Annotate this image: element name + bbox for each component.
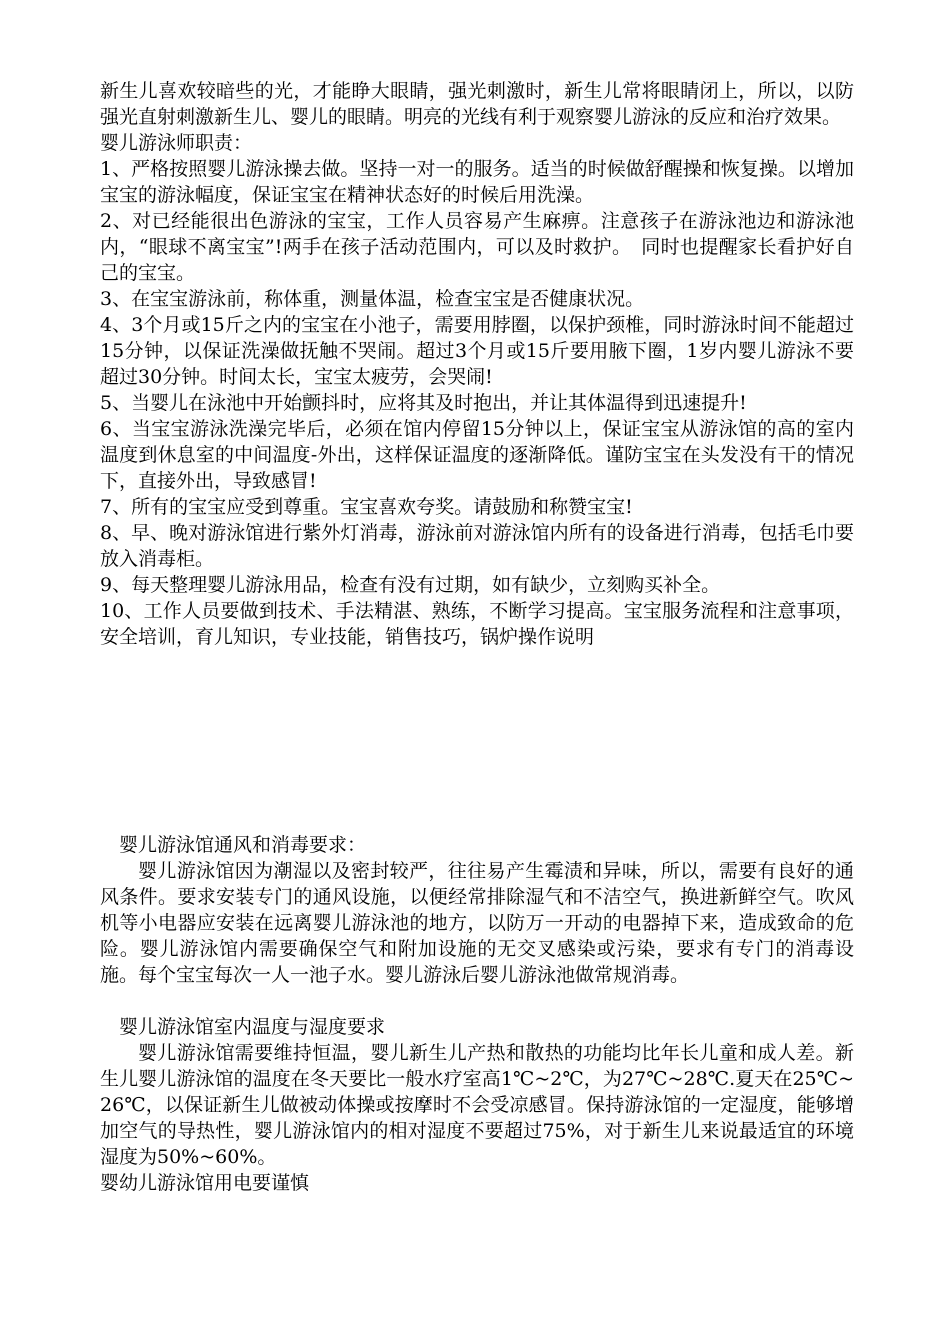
duty-item-2: 2、对已经能很出色游泳的宝宝，工作人员容易产生麻痹。注意孩子在游泳池边和游泳池内，“眼球不离宝宝”!两手在孩子活动范围内，可以及时救护。 同时也提醒家长看护好自己的宝宝。 <box>100 210 854 284</box>
intro-paragraph: 新生儿喜欢较暗些的光，才能睁大眼睛，强光刺激时，新生儿常将眼睛闭上，所以，以防强光直射刺激新生儿、婴儿的眼睛。明亮的光线有利于观察婴儿游泳的反应和治疗效果。 <box>100 80 854 128</box>
electric-heading: 婴幼儿游泳馆用电要谨慎 <box>100 1172 310 1194</box>
temperature-heading: 婴儿游泳馆室内温度与湿度要求 <box>119 1016 386 1038</box>
duties-heading: 婴儿游泳师职责： <box>100 132 253 154</box>
duty-item-9: 9、每天整理婴儿游泳用品，检查有没有过期，如有缺少，立刻购买补全。 <box>100 574 721 596</box>
duty-item-1: 1、严格按照婴儿游泳操去做。坚持一对一的服务。适当的时候做舒醒操和恢复操。以增加宝宝的游泳幅度，保证宝宝在精神状态好的时候后用洗澡。 <box>100 158 854 206</box>
temperature-paragraph: 婴儿游泳馆需要维持恒温，婴儿新生儿产热和散热的功能均比年长儿童和成人差。新生儿婴儿游泳馆的温度在冬天要比一般水疗室高1℃~2℃，为27℃~28℃.夏天在25℃~26℃，以保证新生儿做被动体操或按摩时不会受凉感冒。保持游泳馆的一定湿度，能够增加空气的导热性，婴儿游泳馆内的相对湿度不要超过75%，对于新生儿来说最适宜的环境湿度为50%~60%。 <box>100 1042 854 1168</box>
duty-item-5: 5、当婴儿在泳池中开始颤抖时，应将其及时抱出，并让其体温得到迅速提升! <box>100 392 747 414</box>
duty-item-3: 3、在宝宝游泳前，称体重，测量体温，检查宝宝是否健康状况。 <box>100 288 645 310</box>
ventilation-heading: 婴儿游泳馆通风和消毒要求： <box>119 834 367 856</box>
duty-item-6: 6、当宝宝游泳洗澡完毕后，必须在馆内停留15分钟以上，保证宝宝从游泳馆的高的室内温度到休息室的中间温度-外出，这样保证温度的逐渐降低。谨防宝宝在头发没有干的情况下，直接外出，导致感冒! <box>100 418 854 492</box>
document-page <box>100 78 854 1196</box>
duties-list <box>100 156 854 650</box>
section-spacer <box>100 988 854 1014</box>
blank-space <box>100 650 854 832</box>
duty-item-8: 8、早、晚对游泳馆进行紫外灯消毒，游泳前对游泳馆内所有的设备进行消毒，包括毛巾要放入消毒柜。 <box>100 522 854 570</box>
duty-item-10: 10、工作人员要做到技术、手法精湛、熟练，不断学习提高。宝宝服务流程和注意事项，安全培训，育儿知识，专业技能，销售技巧，锅炉操作说明 <box>100 600 854 648</box>
duty-item-4: 4、3个月或15斤之内的宝宝在小池子，需要用脖圈，以保护颈椎，同时游泳时间不能超过15分钟，以保证洗澡做抚触不哭闹。超过3个月或15斤要用腋下圈，1岁内婴儿游泳不要超过30分钟。时间太长，宝宝太疲劳，会哭闹! <box>100 314 854 388</box>
duty-item-7: 7、所有的宝宝应受到尊重。宝宝喜欢夸奖。请鼓励和称赞宝宝! <box>100 496 633 518</box>
ventilation-paragraph: 婴儿游泳馆因为潮湿以及密封较严，往往易产生霉渍和异味，所以，需要有良好的通风条件。要求安装专门的通风设施，以便经常排除湿气和不洁空气，换进新鲜空气。吹风机等小电器应安装在远离婴儿游泳池的地方，以防万一开动的电器掉下来，造成致命的危险。婴儿游泳馆内需要确保空气和附加设施的无交叉感染或污染，要求有专门的消毒设施。每个宝宝每次一人一池子水。婴儿游泳后婴儿游泳池做常规消毒。 <box>100 860 854 986</box>
